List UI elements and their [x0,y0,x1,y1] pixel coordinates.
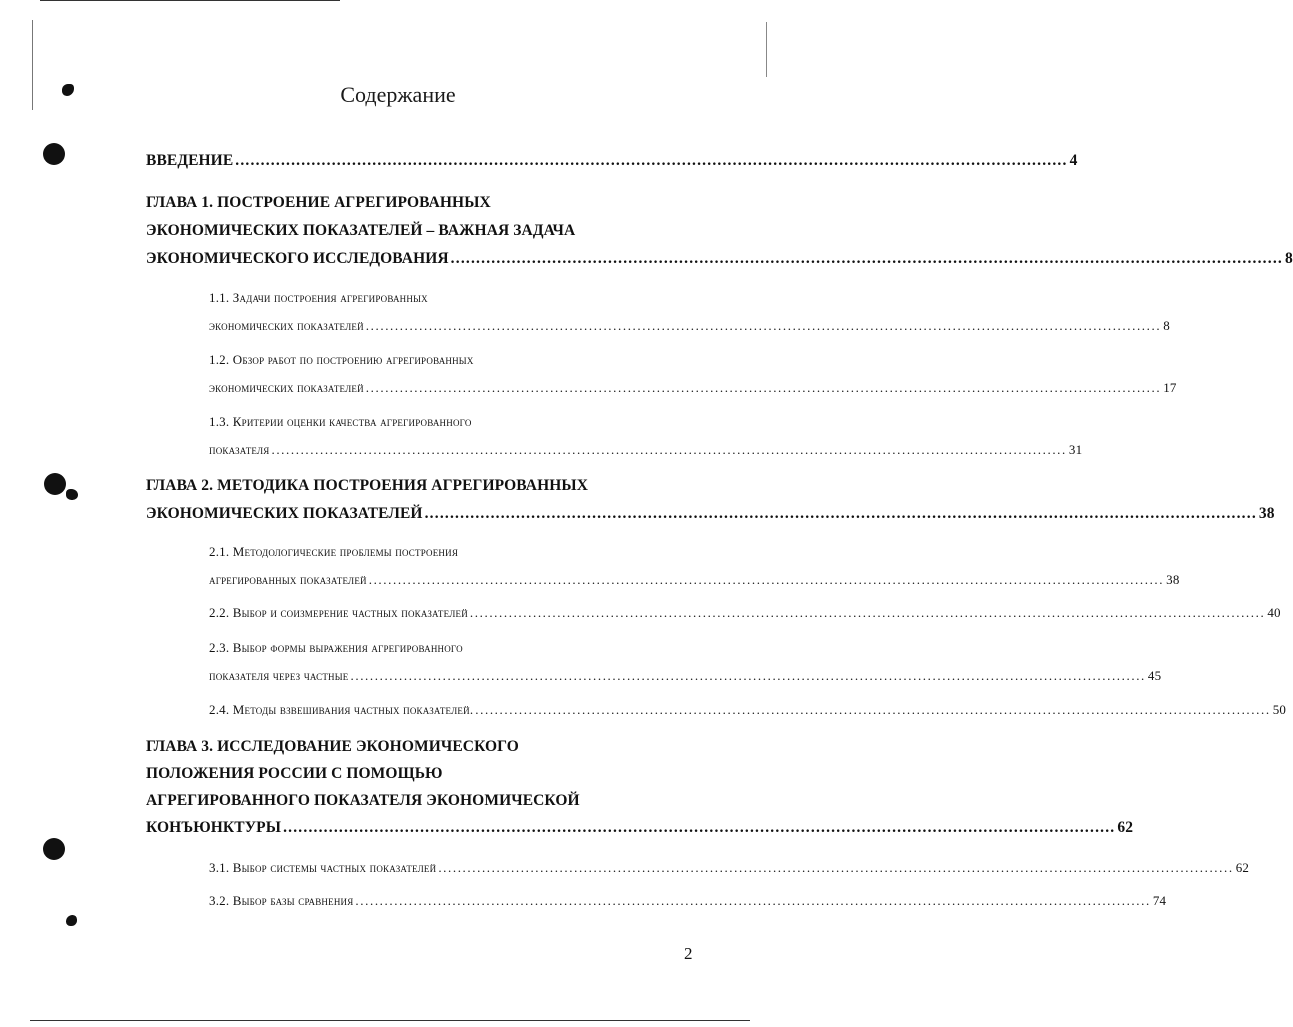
ink-blot-3 [66,915,77,926]
leader-dots: .................................................................................................................................................................... [235,152,1068,169]
toc-page-number: 62 [1117,819,1134,836]
toc-page-number: 40 [1267,605,1281,620]
toc-entry-section-1-3-line-2[interactable] [209,442,1083,458]
toc-entry-label: экономических показателей [209,380,364,395]
toc-entry-introduction[interactable] [146,152,1078,170]
toc-page-number: 74 [1152,893,1167,908]
toc-entry-section-1-2-line-2[interactable] [209,380,1177,396]
toc-page-number: 31 [1068,442,1083,457]
toc-entry-chapter-3-line-3[interactable] [146,792,653,810]
toc-entry-chapter-3[interactable] [146,738,653,756]
toc-entry-label: ГЛАВА 2. МЕТОДИКА ПОСТРОЕНИЯ АГРЕГИРОВАННЫХ [146,477,588,494]
toc-entry-section-1-3[interactable] [209,414,653,430]
leader-dots: .................................................................................................................................................................... [450,250,1283,267]
toc-entry-section-3-1[interactable] [209,860,1250,876]
toc-entry-label: 2.2. Выбор и соизмерение частных показателей [209,605,468,620]
leader-dots: .................................................................................................................................................................... [424,505,1257,522]
leader-dots: .................................................................................................................................................................... [283,819,1116,836]
toc-entry-section-2-4[interactable] [209,702,1287,718]
toc-entry-chapter-1[interactable] [146,194,653,212]
toc-entry-chapter-2-line-2[interactable] [146,505,1275,523]
leader-dots: .................................................................................................................................................................... [355,893,1151,908]
toc-entry-section-2-1[interactable] [209,544,653,560]
toc-entry-section-3-2[interactable] [209,893,1167,909]
toc-entry-label: 2.1. Методологические проблемы построения [209,544,459,559]
toc-page-number: 4 [1069,152,1078,169]
scan-edge-right [766,22,767,77]
ink-blot-2 [66,489,78,500]
toc-entry-label: АГРЕГИРОВАННОГО ПОКАЗАТЕЛЯ ЭКОНОМИЧЕСКОЙ [146,792,580,809]
page-number: 2 [684,944,693,963]
toc-page-number: 17 [1163,380,1177,395]
toc-entry-label: 2.3. Выбор формы выражения агрегированного [209,640,463,655]
punch-hole-1 [43,143,65,165]
leader-dots: .................................................................................................................................................................... [350,668,1146,683]
toc-page-number: 50 [1272,702,1287,717]
toc-entry-label: ПОЛОЖЕНИЯ РОССИИ С ПОМОЩЬЮ [146,765,443,782]
toc-entry-label: показателя [209,442,270,457]
leader-dots: .................................................................................................................................................................... [365,318,1162,333]
toc-entry-section-2-3[interactable] [209,640,653,656]
page-title: Содержание [340,82,456,107]
toc-entry-label: ГЛАВА 1. ПОСТРОЕНИЕ АГРЕГИРОВАННЫХ [146,194,491,211]
toc-page-number: 8 [1284,250,1293,267]
toc-entry-label: ГЛАВА 3. ИССЛЕДОВАНИЕ ЭКОНОМИЧЕСКОГО [146,738,519,755]
toc-entry-chapter-1-line-3[interactable] [146,250,1293,268]
toc-entry-label: ЭКОНОМИЧЕСКОГО ИССЛЕДОВАНИЯ [146,250,449,267]
toc-entry-section-2-1-line-2[interactable] [209,572,1180,588]
toc-page-number: 38 [1258,505,1275,522]
toc-entry-chapter-2[interactable] [146,477,653,495]
leader-dots: .................................................................................................................................................................... [368,572,1165,587]
toc-entry-label: 1.3. Критерии оценки качества агрегированного [209,414,472,429]
punch-hole-2 [44,473,66,495]
toc-entry-label: 2.4. Методы взвешивания частных показателей. [209,702,474,717]
toc-entry-label: ВВЕДЕНИЕ [146,152,234,169]
toc-entry-label: 1.2. Обзор работ по построению агрегированных [209,352,474,367]
toc-entry-section-2-2[interactable] [209,605,1281,621]
leader-dots: .................................................................................................................................................................... [438,860,1234,875]
leader-dots: .................................................................................................................................................................... [475,702,1271,717]
toc-page-number: 45 [1147,668,1162,683]
punch-hole-3 [43,838,65,860]
toc-page-number: 8 [1163,318,1170,333]
leader-dots: .................................................................................................................................................................... [271,442,1067,457]
toc-page-number: 38 [1166,572,1180,587]
toc-entry-section-1-2[interactable] [209,352,653,368]
toc-entry-label: 3.1. Выбор системы частных показателей [209,860,437,875]
toc-entry-label: ЭКОНОМИЧЕСКИХ ПОКАЗАТЕЛЕЙ – ВАЖНАЯ ЗАДАЧА [146,222,576,239]
toc-page-number: 62 [1235,860,1250,875]
toc-entry-chapter-1-line-2[interactable] [146,222,653,240]
leader-dots: .................................................................................................................................................................... [469,605,1266,620]
toc-entry-label: КОНЪЮНКТУРЫ [146,819,282,836]
scan-edge-bottom [30,1020,750,1021]
toc-entry-chapter-3-line-2[interactable] [146,765,653,783]
toc-entry-label: ЭКОНОМИЧЕСКИХ ПОКАЗАТЕЛЕЙ [146,505,423,522]
toc-entry-label: показателя через частные [209,668,349,683]
leader-dots: .................................................................................................................................................................... [365,380,1162,395]
toc-entry-section-1-1[interactable] [209,290,653,306]
toc-entry-section-1-1-line-2[interactable] [209,318,1170,334]
toc-entry-label: 1.1. Задачи построения агрегированных [209,290,428,305]
toc-entry-section-2-3-line-2[interactable] [209,668,1162,684]
scan-edge-top [40,0,340,1]
toc-entry-label: экономических показателей [209,318,364,333]
toc-entry-label: агрегированных показателей [209,572,367,587]
toc-entry-label: 3.2. Выбор базы сравнения [209,893,354,908]
toc-entry-chapter-3-line-4[interactable] [146,819,1134,837]
